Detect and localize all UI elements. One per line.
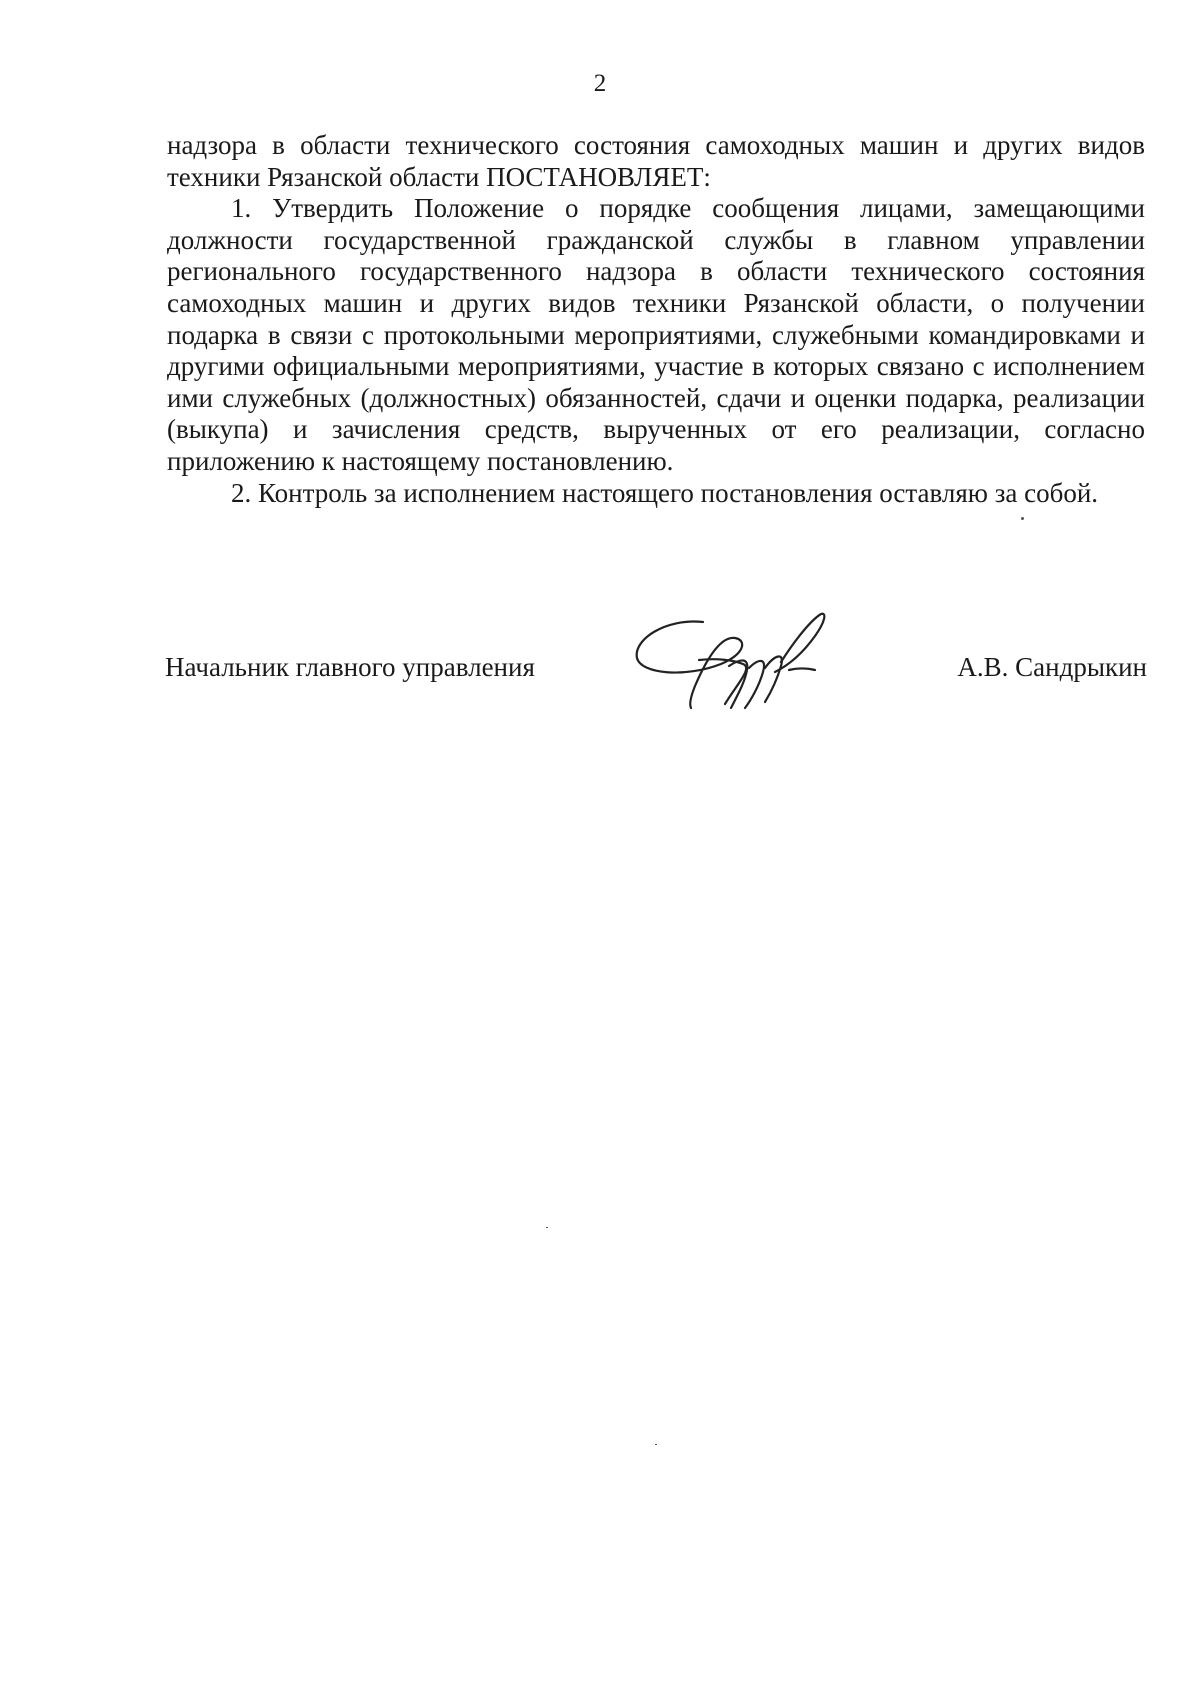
signatory-position: Начальник главного управления xyxy=(165,652,535,682)
document-body xyxy=(167,130,1145,509)
scan-speck xyxy=(546,1227,548,1228)
handwritten-signature xyxy=(625,600,850,715)
page-number: 2 xyxy=(593,70,607,97)
intro-paragraph: надзора в области технического состояния самоходных машин и других видов техники Рязанской области ПОСТАНОВЛЯЕТ: xyxy=(167,130,1145,192)
signatory-name: А.В. Сандрыкин xyxy=(957,652,1147,682)
scan-speck xyxy=(1021,517,1024,520)
item-1-paragraph: 1. Утвердить Положение о порядке сообщения лицами, замещающими должности государственной гражданской службы в главном управлении регионального государственного надзора в области технического состояния самоходных машин и других видов техники Рязанской области, о получении подарка в связи с протокольными мероприятиями, служебными командировками и другими официальными мероприятиями, участие в которых связано с исполнением ими служебных (должностных) обязанностей, сдачи и оценки подарка, реализации (выкупа) и зачисления средств, вырученных от его реализации, согласно приложению к настоящему постановлению. xyxy=(167,193,1145,476)
item-2-paragraph: 2. Контроль за исполнением настоящего постановления оставляю за собой. xyxy=(231,477,1099,508)
scan-speck xyxy=(655,1444,657,1445)
